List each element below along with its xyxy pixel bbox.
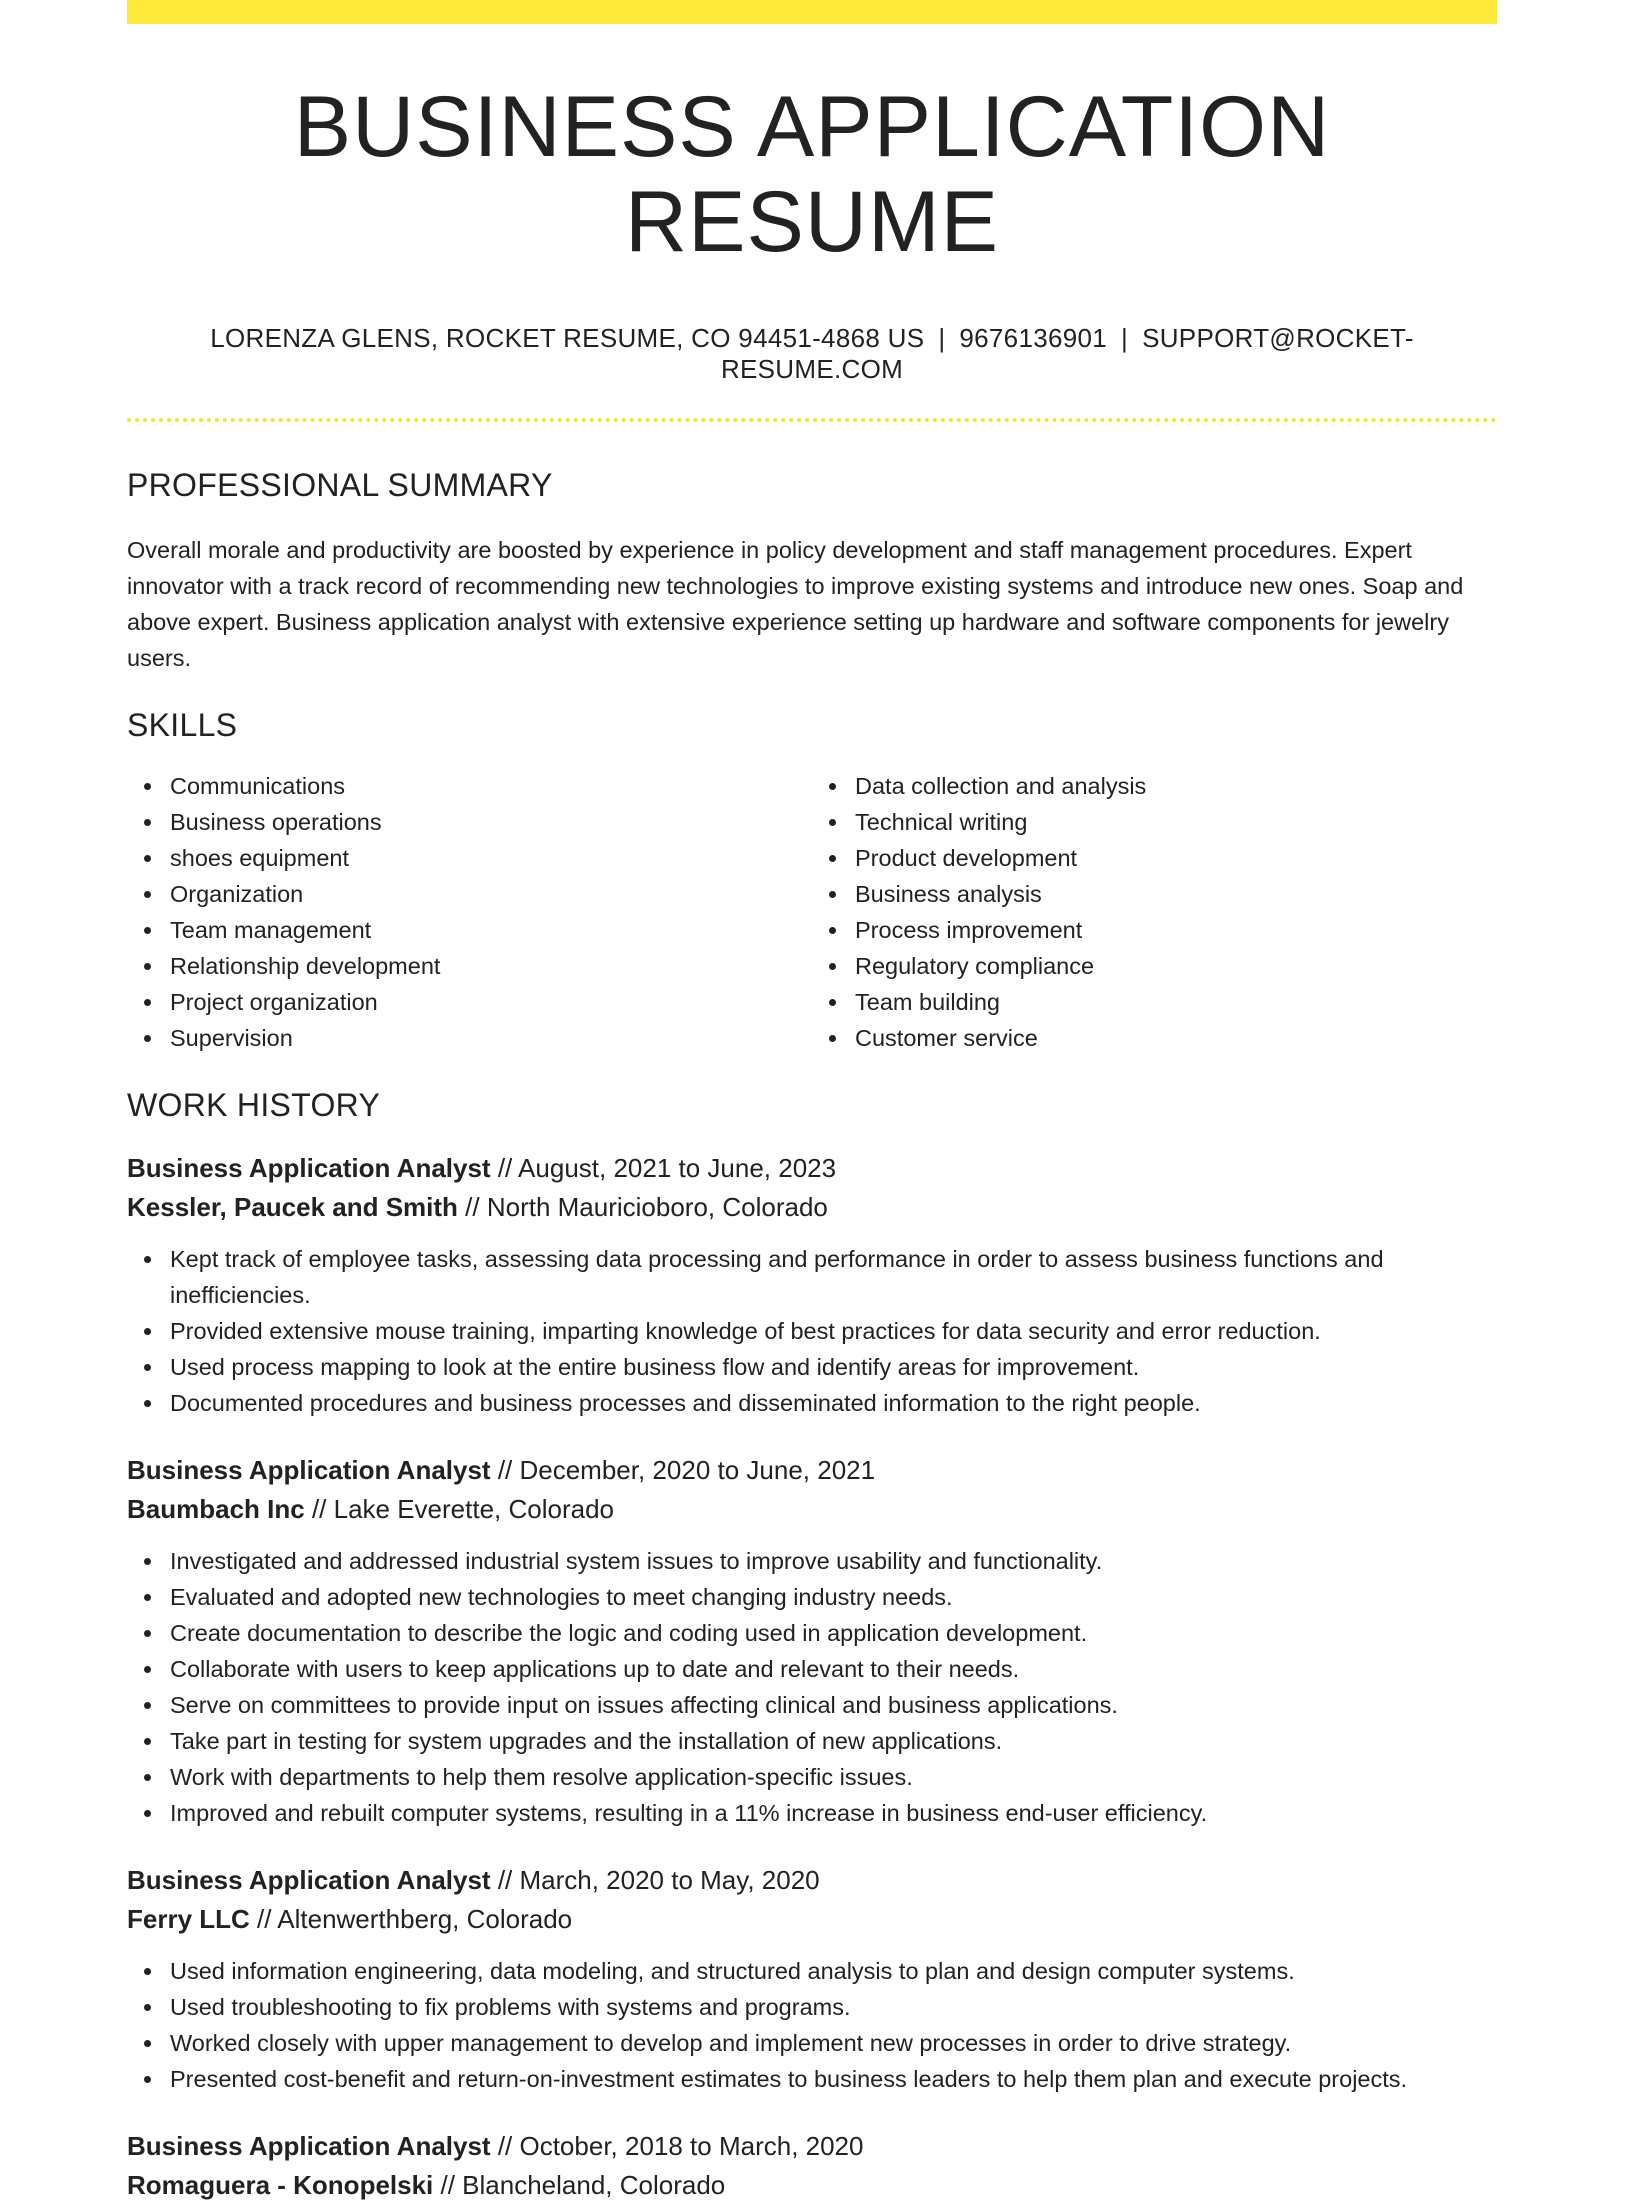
resume-title: BUSINESS APPLICATION RESUME — [293, 79, 1331, 270]
job-company-line — [127, 1490, 1497, 1529]
job-bullet: Used information engineering, data modeling, and structured analysis to plan and design computer systems. — [170, 1953, 1497, 1989]
job-dates: // December, 2020 to June, 2021 — [490, 1454, 876, 1485]
job-company-line — [127, 1900, 1497, 1939]
skills-list — [127, 768, 1497, 1056]
skill-item: Process improvement — [855, 912, 1497, 948]
job-company: Kessler, Paucek and Smith — [127, 1191, 458, 1222]
job-title: Business Application Analyst — [127, 1454, 491, 1485]
skills-heading: SKILLS — [127, 706, 238, 743]
skill-item: Team management — [170, 912, 812, 948]
job-entry — [127, 1451, 1497, 1831]
skill-item: Data collection and analysis — [855, 768, 1497, 804]
job-company-line — [127, 2166, 1497, 2205]
job-dates: // October, 2018 to March, 2020 — [490, 2130, 864, 2161]
job-bullet: Create documentation to describe the logic and coding used in application development. — [170, 1615, 1497, 1651]
contact-address: LORENZA GLENS, ROCKET RESUME, CO 94451-4868 US — [210, 323, 925, 354]
job-bullets — [127, 1241, 1497, 1421]
job-bullet: Used process mapping to look at the entire business flow and identify areas for improvement. — [170, 1349, 1497, 1385]
accent-bar — [127, 0, 1497, 24]
job-bullet: Documented procedures and business processes and disseminated information to the right people. — [170, 1385, 1497, 1421]
resume-page — [127, 0, 1497, 2205]
job-bullets — [127, 1543, 1497, 1831]
work-history-list — [127, 1149, 1497, 2205]
job-bullet: Presented cost-benefit and return-on-investment estimates to business leaders to help them plan and execute projects. — [170, 2061, 1497, 2097]
job-location: // Altenwerthberg, Colorado — [249, 1903, 573, 1934]
contact-separator: | — [938, 323, 946, 354]
contact-separator: | — [1121, 323, 1129, 354]
job-company: Romaguera - Konopelski — [127, 2169, 434, 2200]
job-title-line — [127, 1861, 1497, 1900]
skill-item: Organization — [170, 876, 812, 912]
job-bullet: Serve on committees to provide input on issues affecting clinical and business applications. — [170, 1687, 1497, 1723]
job-location: // Blancheland, Colorado — [433, 2169, 726, 2200]
skill-item: Project organization — [170, 984, 812, 1020]
job-title-line — [127, 2127, 1497, 2166]
skill-item: Communications — [170, 768, 812, 804]
job-entry — [127, 1861, 1497, 2097]
job-company-line — [127, 1188, 1497, 1227]
job-bullet: Evaluated and adopted new technologies to meet changing industry needs. — [170, 1579, 1497, 1615]
job-entry — [127, 1149, 1497, 1421]
summary-heading: PROFESSIONAL SUMMARY — [127, 466, 553, 503]
job-bullet: Worked closely with upper management to develop and implement new processes in order to drive strategy. — [170, 2025, 1497, 2061]
skill-item: Team building — [855, 984, 1497, 1020]
job-title-line — [127, 1149, 1497, 1188]
work-history-heading: WORK HISTORY — [127, 1087, 381, 1124]
contact-line — [127, 323, 1497, 385]
skill-item: shoes equipment — [170, 840, 812, 876]
skill-item: Relationship development — [170, 948, 812, 984]
skill-item: Business operations — [170, 804, 812, 840]
skills-column-left — [127, 768, 812, 1056]
job-bullet: Investigated and addressed industrial system issues to improve usability and functionality. — [170, 1543, 1497, 1579]
job-bullet: Take part in testing for system upgrades and the installation of new applications. — [170, 1723, 1497, 1759]
contact-email: SUPPORT@ROCKET-RESUME.COM — [720, 323, 1414, 385]
skill-item: Regulatory compliance — [855, 948, 1497, 984]
skills-column-right — [812, 768, 1497, 1056]
job-title: Business Application Analyst — [127, 1864, 491, 1895]
job-title-line — [127, 1451, 1497, 1490]
job-company: Baumbach Inc — [127, 1493, 305, 1524]
job-dates: // March, 2020 to May, 2020 — [490, 1864, 820, 1895]
job-dates: // August, 2021 to June, 2023 — [490, 1152, 837, 1183]
job-bullet: Used troubleshooting to fix problems with systems and programs. — [170, 1989, 1497, 2025]
job-entry — [127, 2127, 1497, 2205]
job-bullet: Collaborate with users to keep applications up to date and relevant to their needs. — [170, 1651, 1497, 1687]
job-bullet: Kept track of employee tasks, assessing data processing and performance in order to assess business functions and inefficiencies. — [170, 1241, 1497, 1313]
job-title: Business Application Analyst — [127, 2130, 491, 2161]
dotted-divider — [127, 418, 1497, 422]
job-location: // Lake Everette, Colorado — [304, 1493, 615, 1524]
skill-item: Supervision — [170, 1020, 812, 1056]
skill-item: Business analysis — [855, 876, 1497, 912]
skill-item: Product development — [855, 840, 1497, 876]
job-location: // North Mauricioboro, Colorado — [457, 1191, 828, 1222]
job-bullet: Provided extensive mouse training, imparting knowledge of best practices for data security and error reduction. — [170, 1313, 1497, 1349]
job-bullets — [127, 1953, 1497, 2097]
skill-item: Technical writing — [855, 804, 1497, 840]
job-bullet: Work with departments to help them resolve application-specific issues. — [170, 1759, 1497, 1795]
contact-phone: 9676136901 — [959, 323, 1108, 354]
summary-text: Overall morale and productivity are boosted by experience in policy development and staff management procedures. Expert innovator with a track record of recommending new technologies to improve existing systems and introduce new ones. Soap and above expert. Business application analyst with extensive experience setting up hardware and software components for jewelry users. — [127, 536, 1464, 671]
job-company: Ferry LLC — [127, 1903, 250, 1934]
job-title: Business Application Analyst — [127, 1152, 491, 1183]
job-bullet: Improved and rebuilt computer systems, resulting in a 11% increase in business end-user efficiency. — [170, 1795, 1497, 1831]
skill-item: Customer service — [855, 1020, 1497, 1056]
